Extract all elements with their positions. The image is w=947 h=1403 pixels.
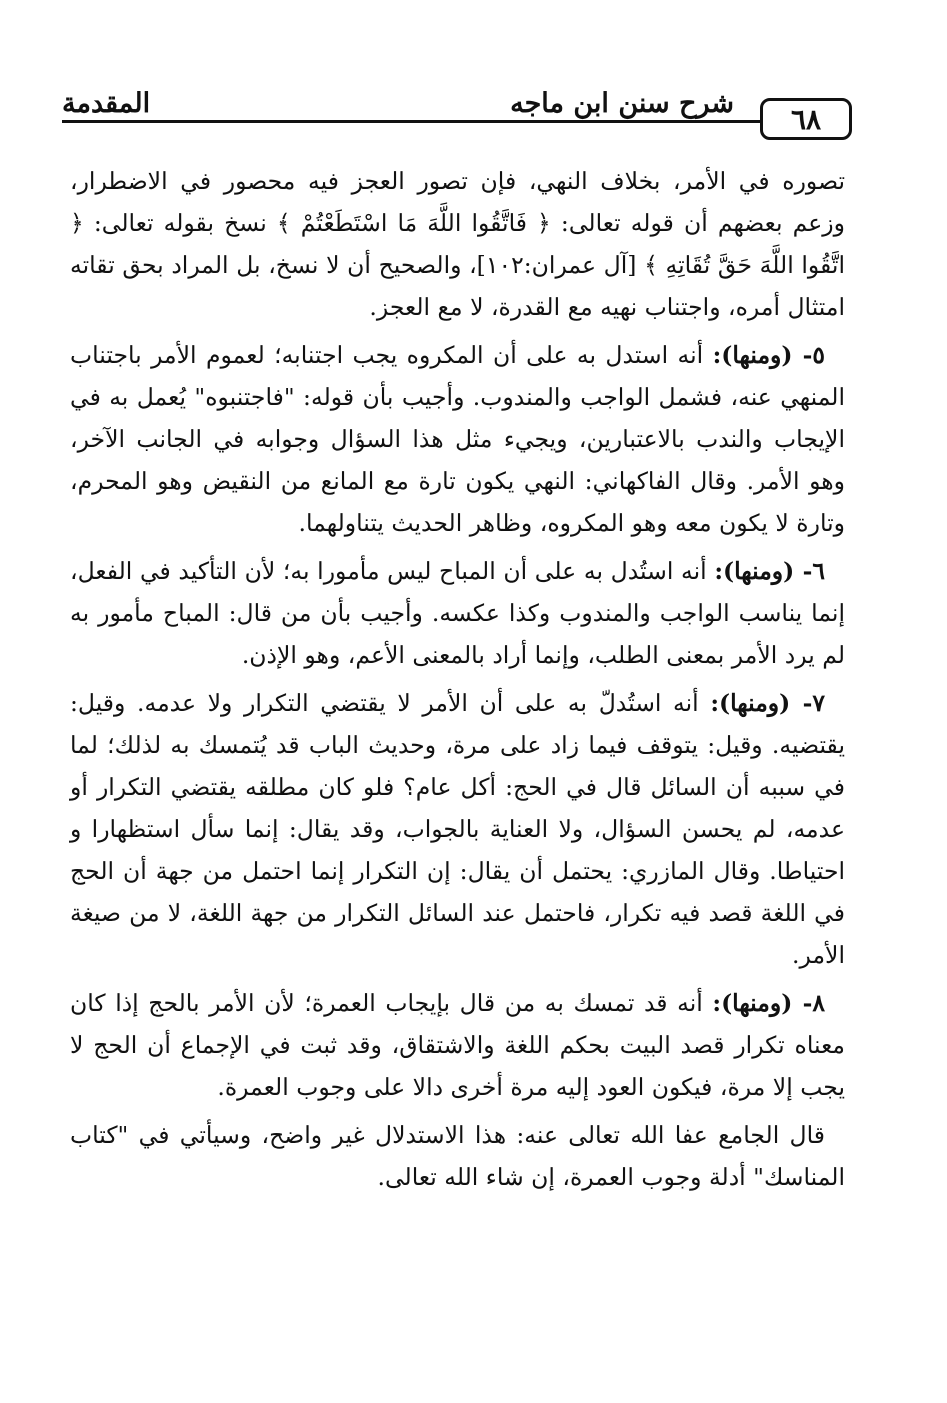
page-number: ٦٨ [790,102,822,136]
paragraph-text: أنه استُدل به على أن المباح ليس مأمورا به؛ لأن التأكيد في الفعل، إنما يناسب الواجب والمندوب وكذا عكسه. وأجيب بأن من قال: المباح مأمور به لم يرد الأمر بمعنى الطلب، وإنما أراد بالمعنى الأعم، وهو الإذن. [70,557,845,669]
point-marker: ٨- (ومنها): [712,989,825,1017]
header-rule [62,120,760,123]
running-title: شرح سنن ابن ماجه [510,88,734,119]
point-marker: ٧- (ومنها): [710,689,825,717]
paragraph-point-6 [70,550,845,676]
page-header [62,84,852,144]
point-marker: ٥- (ومنها): [712,341,826,369]
paragraph-point-8 [70,982,845,1108]
paragraph-point-5 [70,334,845,544]
page-body [70,160,845,1204]
paragraph-continuation: تصوره في الأمر، بخلاف النهي، فإن تصور العجز فيه محصور في الاضطرار، وزعم بعضهم أن قوله تعالى: ﴿ فَاتَّقُوا اللَّهَ مَا اسْتَطَعْتُمْ ﴾ نسخ بقوله تعالى: ﴿ اتَّقُوا اللَّهَ حَقَّ تُقَاتِهِ ﴾ [آل عمران:١٠٢]، والصحيح أن لا نسخ، بل المراد بحق تقاته امتثال أمره، واجتناب نهيه مع القدرة، لا مع العجز. [70,167,845,321]
section-title: المقدمة [62,88,151,119]
paragraph-text: أنه استدل به على أن المكروه يجب اجتنابه؛ لعموم الأمر باجتناب المنهي عنه، فشمل الواجب والمندوب. وأجيب بأن قوله: "فاجتنبوه" يُعمل به في الإيجاب والندب بالاعتبارين، ويجيء مثل هذا السؤال وجوابه في الجانب الآخر، وهو الأمر. وقال الفاكهاني: النهي يكون تارة مع المانع من النقيض وهو المحرم، وتارة لا يكون معه وهو المكروه، وظاهر الحديث يتناولهما. [70,341,845,537]
paragraph-compiler-note: قال الجامع عفا الله تعالى عنه: هذا الاستدلال غير واضح، وسيأتي في "كتاب المناسك" أدلة وجوب العمرة، إن شاء الله تعالى. [70,1121,845,1191]
point-marker: ٦- (ومنها): [714,557,825,585]
paragraph-text: أنه قد تمسك به من قال بإيجاب العمرة؛ لأن الأمر بالحج إذا كان معناه تكرار قصد البيت بحكم اللغة والاشتقاق، وقد ثبت في الإجماع أن الحج لا يجب إلا مرة، فيكون العود إليه مرة أخرى دالا على وجوب العمرة. [70,989,845,1101]
page-number-box [760,98,852,140]
paragraph-point-7 [70,682,845,976]
paragraph-text: أنه استُدلّ به على أن الأمر لا يقتضي التكرار ولا عدمه. وقيل: يقتضيه. وقيل: يتوقف فيما زاد على مرة، وحديث الباب قد يُتمسك به لذلك؛ لما في سببه أن السائل قال في الحج: أكل عام؟ فلو كان مطلقه يقتضي التكرار أو عدمه، لم يحسن السؤال، ولا العناية بالجواب، وقد يقال: إنما سأل استظهارا و احتياطا. وقال المازري: يحتمل أن يقال: إن التكرار إنما احتمل من جهة أن الحج في اللغة قصد فيه تكرار، فاحتمل عند السائل التكرار من جهة اللغة، لا من صيغة الأمر. [70,689,845,969]
